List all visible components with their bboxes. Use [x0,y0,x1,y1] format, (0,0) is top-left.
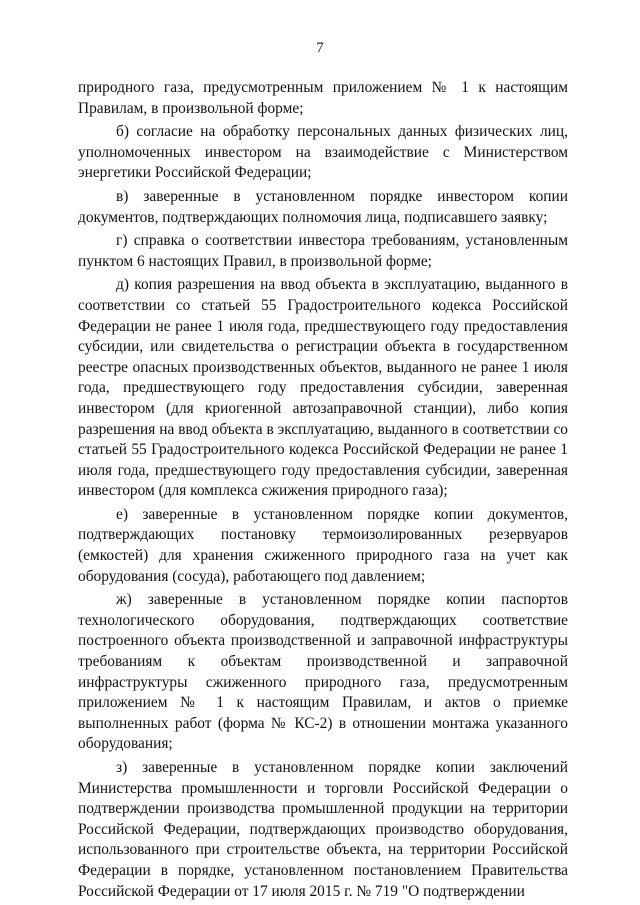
paragraph-item-d: д) копия разрешения на ввод объекта в эксплуатацию, выданного в соответствии со статьей 55 Градостроительного кодекса Российской Федерации не ранее 1 июля года, предшествующего году предоставления субсидии, или свидетельства о регистрации объекта в государственном реестре опасных производственных объектов, выданного не ранее 1 июля года, предшествующего году предоставления субсидии, заверенная инвестором (для криогенной автозаправочной станции), либо копия разрешения на ввод объекта в эксплуатацию, выданного в соответствии со статьей 55 Градостроительного кодекса Российской Федерации не ранее 1 июля года, предшествующего году предоставления субсидии, заверенная инвестором (для комплекса сжижения природного газа); [78,276,568,500]
paragraph-item-g: г) справка о соответствии инвестора требованиям, установленным пунктом 6 настоящих Правил, в произвольной форме; [78,232,568,270]
paragraph-item-zh: ж) заверенные в установленном порядке копии паспортов технологического оборудования, подтверждающих соответствие построенного объекта производственной и заправочной инфраструктуры требованиям к объектам производственной и заправочной инфраструктуры сжиженного природного газа, предусмотренным приложением № 1 к настоящим Правилам, и актов о приемке выполненных работ (форма № КС-2) в отношении монтажа указанного оборудования; [78,591,568,753]
paragraph-item-z: з) заверенные в установленном порядке копии заключений Министерства промышленности и торговли Российской Федерации о подтверждении производства промышленной продукции на территории Российской Федерации, подтверждающих производство оборудования, использованного при строительстве объекта, на территории Российской Федерации в порядке, установленном постановлением Правительства Российской Федерации от 17 июля 2015 г. № 719 "О подтверждении [78,759,568,900]
paragraph-item-b: б) согласие на обработку персональных данных физических лиц, уполномоченных инвестором на взаимодействие с Министерством энергетики Российской Федерации; [78,123,568,182]
paragraph-item-e: е) заверенные в установленном порядке копии документов, подтверждающих постановку термоизолированных резервуаров (емкостей) для хранения сжиженного природного газа на учет как оборудования (сосуда), работающего под давлением; [78,505,568,585]
paragraph-continuation: природного газа, предусмотренным приложением № 1 к настоящим Правилам, в произвольной форме; [78,79,568,117]
page-number: 7 [316,40,324,56]
document-body [78,78,568,905]
paragraph-item-v: в) заверенные в установленном порядке инвестором копии документов, подтверждающих полномочия лица, подписавшего заявку; [78,187,568,226]
